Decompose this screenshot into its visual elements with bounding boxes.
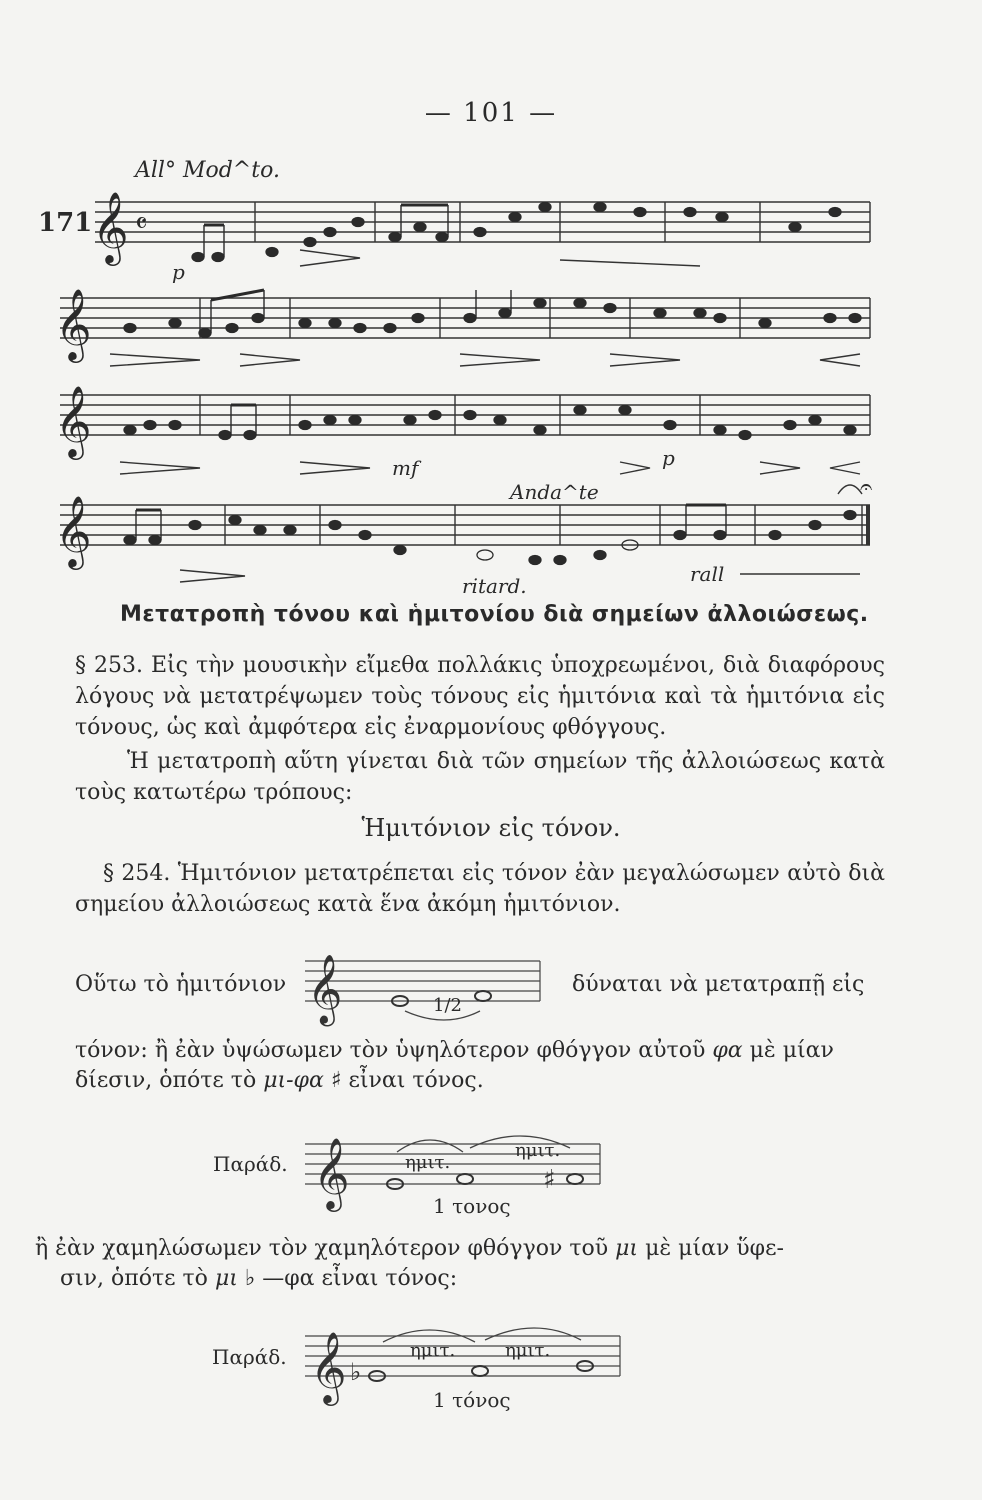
common-time-icon: 𝄴 (135, 207, 148, 240)
paragraph-253: § 253. Εἰς τὴν μουσικὴν εἴμεθα πολλάκις ὑποχρεωμένοι, διὰ διαφόρους λόγους νὰ μετατρέψωμεν τοὺς τόνους εἰς ἡμιτόνια καὶ τὰ ἡμιτόνια εἰς τόνους, ὡς καὶ ἀμφότερα εἰς ἐναρμονίους φθόγγους. (75, 653, 885, 740)
tempo-marking: All° Mod^to. (135, 158, 280, 183)
noteheads (124, 203, 861, 565)
notes-staff-4 (124, 511, 856, 565)
paragraph-254: § 254. Ἡμιτόνιον μετατρέπεται εἰς τόνον ἐὰν μεγαλώσωμεν αὐτὸ διὰ σημείου ἀλλοιώσεως κατὰ ἕνα ἀκόμη ἡμιτόνιον. (75, 861, 885, 917)
treble-clef-icon: 𝄞 (55, 287, 92, 360)
dynamic-p: p (172, 260, 185, 284)
outo-left-text: Οὕτω τὸ ἡμιτόνιον (75, 972, 287, 997)
dynamic-p: p (662, 446, 675, 470)
page-number: — 101 — (424, 98, 558, 128)
fermata-icon: 𝄐 (860, 475, 873, 500)
himit-label: ημιτ. (505, 1340, 551, 1361)
outo-right-text: δύναται νὰ μετατραπῇ εἰς (572, 972, 865, 997)
tonon-line: τόνον: ἢ ἐὰν ὑψώσωμεν τὸν ὑψηλότερον φθόγγον αὐτοῦ φα μὲ μίαν (75, 1038, 834, 1063)
sharp-example (305, 1108, 605, 1222)
example-number: 171 (38, 208, 93, 238)
treble-clef-icon: 𝄞 (55, 494, 92, 567)
sin-line: σιν, ὁπότε τὸ μι ♭ —φα εἶναι τόνος: (60, 1266, 458, 1291)
stems (136, 205, 726, 540)
dynamic-mf: mf (392, 456, 419, 480)
ritard-marking: ritard. (462, 574, 527, 598)
treble-clef-icon: 𝄞 (307, 954, 343, 1024)
subheading: Ἡμιτόνιον εἰς τόνον. (361, 814, 621, 842)
flat-icon: ♭ (350, 1358, 362, 1386)
music-example-171 (0, 150, 982, 604)
example-label: Παράδ. (213, 1152, 288, 1176)
half-label: 1/2 (433, 995, 462, 1016)
rall-marking: rall (690, 562, 725, 586)
flat-example (305, 1300, 625, 1419)
treble-clef-icon: 𝄞 (313, 1136, 350, 1209)
treble-clef-icon: 𝄞 (310, 1330, 347, 1403)
i-ean-line: ἢ ἐὰν χαμηλώσωμεν τὸν χαμηλότερον φθόγγον τοῦ μι μὲ μίαν ὕφε- (35, 1236, 784, 1261)
paragraph-253-continued: Ἡ μετατροπὴ αὕτη γίνεται διὰ τῶν σημείων τῆς ἀλλοιώσεως κατὰ τοὺς κατωτέρω τρόπους: (75, 749, 885, 805)
treble-clef-icon: 𝄞 (55, 384, 92, 457)
himit-label: ημιτ. (410, 1340, 456, 1361)
diesin-line: δίεσιν, ὁπότε τὸ μι-φα ♯ εἶναι τόνος. (75, 1068, 484, 1093)
tonos-label-2: 1 τόνος (433, 1388, 511, 1412)
tonos-label: 1 τονος (433, 1194, 511, 1218)
himit-label: ημιτ. (405, 1152, 451, 1173)
sharp-icon: ♯ (543, 1165, 556, 1195)
andante-marking: Anda^te (510, 480, 599, 504)
semitone-example (305, 925, 545, 1039)
himit-label: ημιτ. (515, 1140, 561, 1161)
staff-4 (60, 505, 870, 545)
treble-clef-icon: 𝄞 (92, 190, 129, 263)
section-heading: Μετατροπὴ τόνου καὶ ἡμιτονίου διὰ σημείων ἀλλοιώσεως. (120, 602, 869, 627)
example-label-2: Παράδ. (212, 1345, 287, 1369)
